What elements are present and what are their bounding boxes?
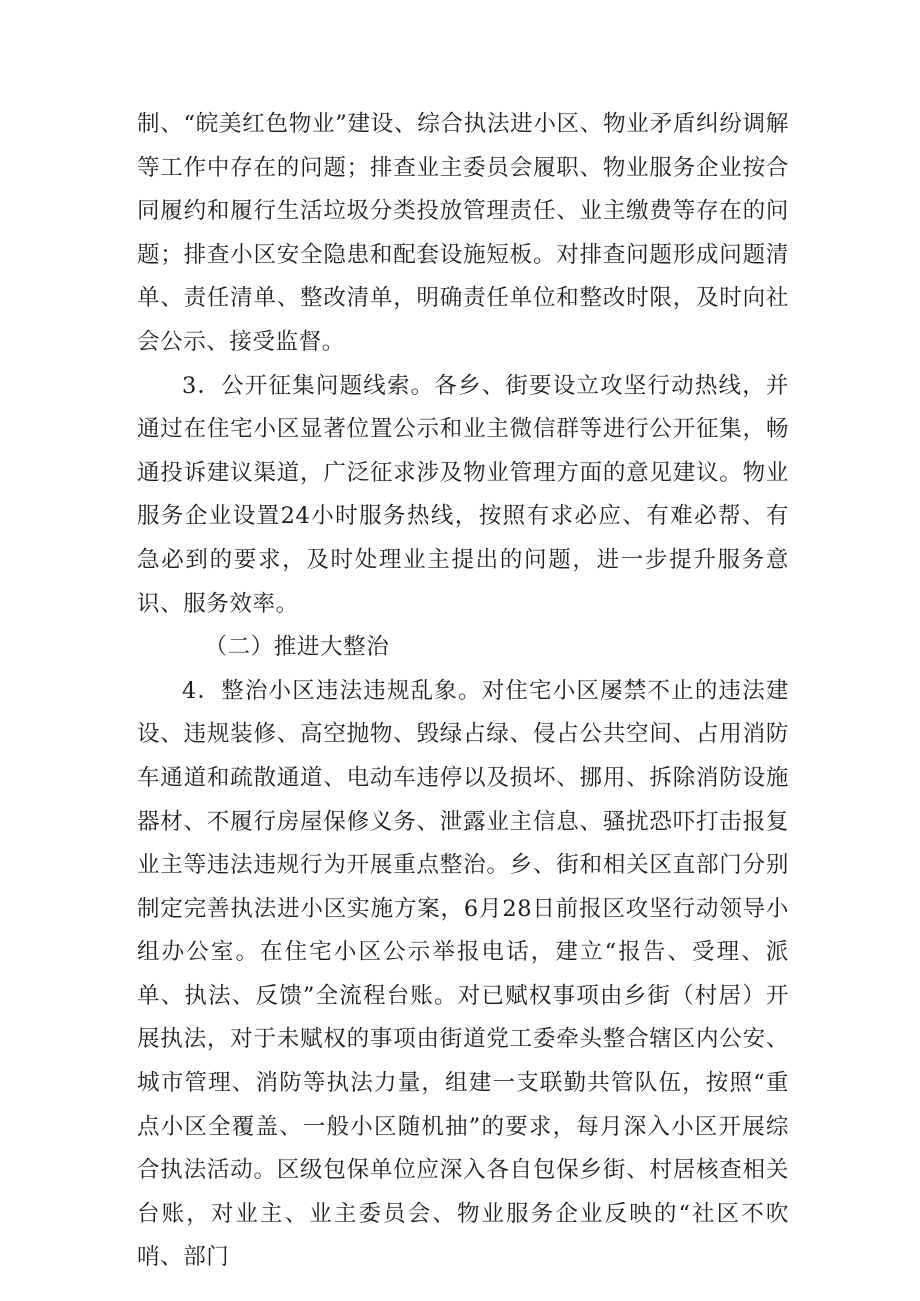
section-heading: （二）推进大整治 (204, 634, 390, 661)
paragraph-continuation: 制、“皖美红色物业”建设、综合执法进小区、物业矛盾纠纷调解等工作中存在的问题；排查业主委员会履职、物业服务企业按合同履约和履行生活垃圾分类投放管理责任、业主缴费等存在的问题；排查小区安全隐患和配套设施短板。对排查问题形成问题清单、责任清单、整改清单，明确责任单位和整改时限，及时向社会公示、接受监督。 (137, 111, 789, 355)
paragraph-item-4: 4．整治小区违法违规乱象。对住宅小区屡禁不止的违法建设、违规装修、高空抛物、毁绿占绿、侵占公共空间、占用消防车通道和疏散通道、电动车违停以及损坏、挪用、拆除消防设施器材、不履行房屋保修义务、泄露业主信息、骚扰恐吓打击报复业主等违法违规行为开展重点整治。乡、街和相关区直部门分别制定完善执法进小区实施方案，6月28日前报区攻坚行动领导小组办公室。在住宅小区公示举报电话，建立“报告、受理、派单、执法、反馈”全流程台账。对已赋权事项由乡街（村居）开展执法，对于未赋权的事项由街道党工委牵头整合辖区内公安、城市管理、消防等执法力量，组建一支联勤共管队伍，按照“重点小区全覆盖、一般小区随机抽”的要求，每月深入小区开展综合执法活动。区级包保单位应深入各自包保乡街、村居核查相关台账，对业主、业主委员会、物业服务企业反映的“社区不吹哨、部门 (137, 677, 789, 1271)
paragraph-item-3: 3．公开征集问题线索。各乡、街要设立攻坚行动热线，并通过在住宅小区显著位置公示和业主微信群等进行公开征集，畅通投诉建议渠道，广泛征求涉及物业管理方面的意见建议。物业服务企业设置24小时服务热线，按照有求必应、有难必帮、有急必到的要求，及时处理业主提出的问题，进一步提升服务意识、服务效率。 (137, 372, 789, 617)
document-body (137, 103, 789, 1280)
